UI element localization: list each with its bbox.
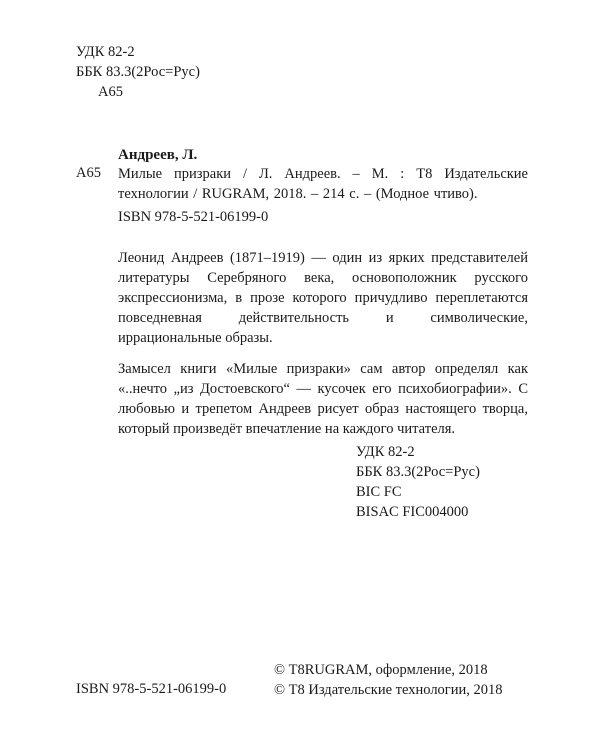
bbk-code: ББК 83.3(2Рос=Рус) xyxy=(76,64,200,80)
bottom-classification-codes xyxy=(356,442,480,522)
top-classification-codes xyxy=(76,42,200,102)
copyright-design: © Т8RUGRAM, оформление, 2018 xyxy=(274,662,488,678)
bbk-code: ББК 83.3(2Рос=Рус) xyxy=(356,464,480,480)
udk-code: УДК 82-2 xyxy=(76,44,135,60)
annotation-paragraph: Замысел книги «Милые призраки» сам автор определял как «..нечто „из Достоевского“ — кусочек его психобиографии». С любовью и трепетом Андреев рисует образ настоящего творца, который произведёт впечатление на каждого читателя. xyxy=(118,361,528,437)
copyright-block xyxy=(274,660,503,700)
copyright-publisher: © Т8 Издательские технологии, 2018 xyxy=(274,682,503,698)
entry-author-mark: А65 xyxy=(76,165,101,181)
annotation xyxy=(118,248,528,439)
bibliographic-description: Милые призраки / Л. Андреев. – М. : Т8 Издательские технологии / RUGRAM, 2018. – 214 с. – (Модное чтиво). xyxy=(118,166,528,202)
bisac-code: BISAC FIC004000 xyxy=(356,504,469,520)
udk-code: УДК 82-2 xyxy=(356,444,415,460)
isbn: ISBN 978-5-521-06199-0 xyxy=(118,209,269,225)
annotation-paragraph: Леонид Андреев (1871–1919) — один из ярких представителей литературы Серебряного века, основоположник русского экспрессионизма, в прозе которого причудливо переплетаются повседневная действительность и символические, иррациональные образы. xyxy=(118,250,528,346)
author-mark: А65 xyxy=(98,84,123,100)
footer-isbn: ISBN 978-5-521-06199-0 xyxy=(76,681,227,697)
bic-code: BIC FC xyxy=(356,484,402,500)
author-heading: Андреев, Л. xyxy=(118,147,198,163)
